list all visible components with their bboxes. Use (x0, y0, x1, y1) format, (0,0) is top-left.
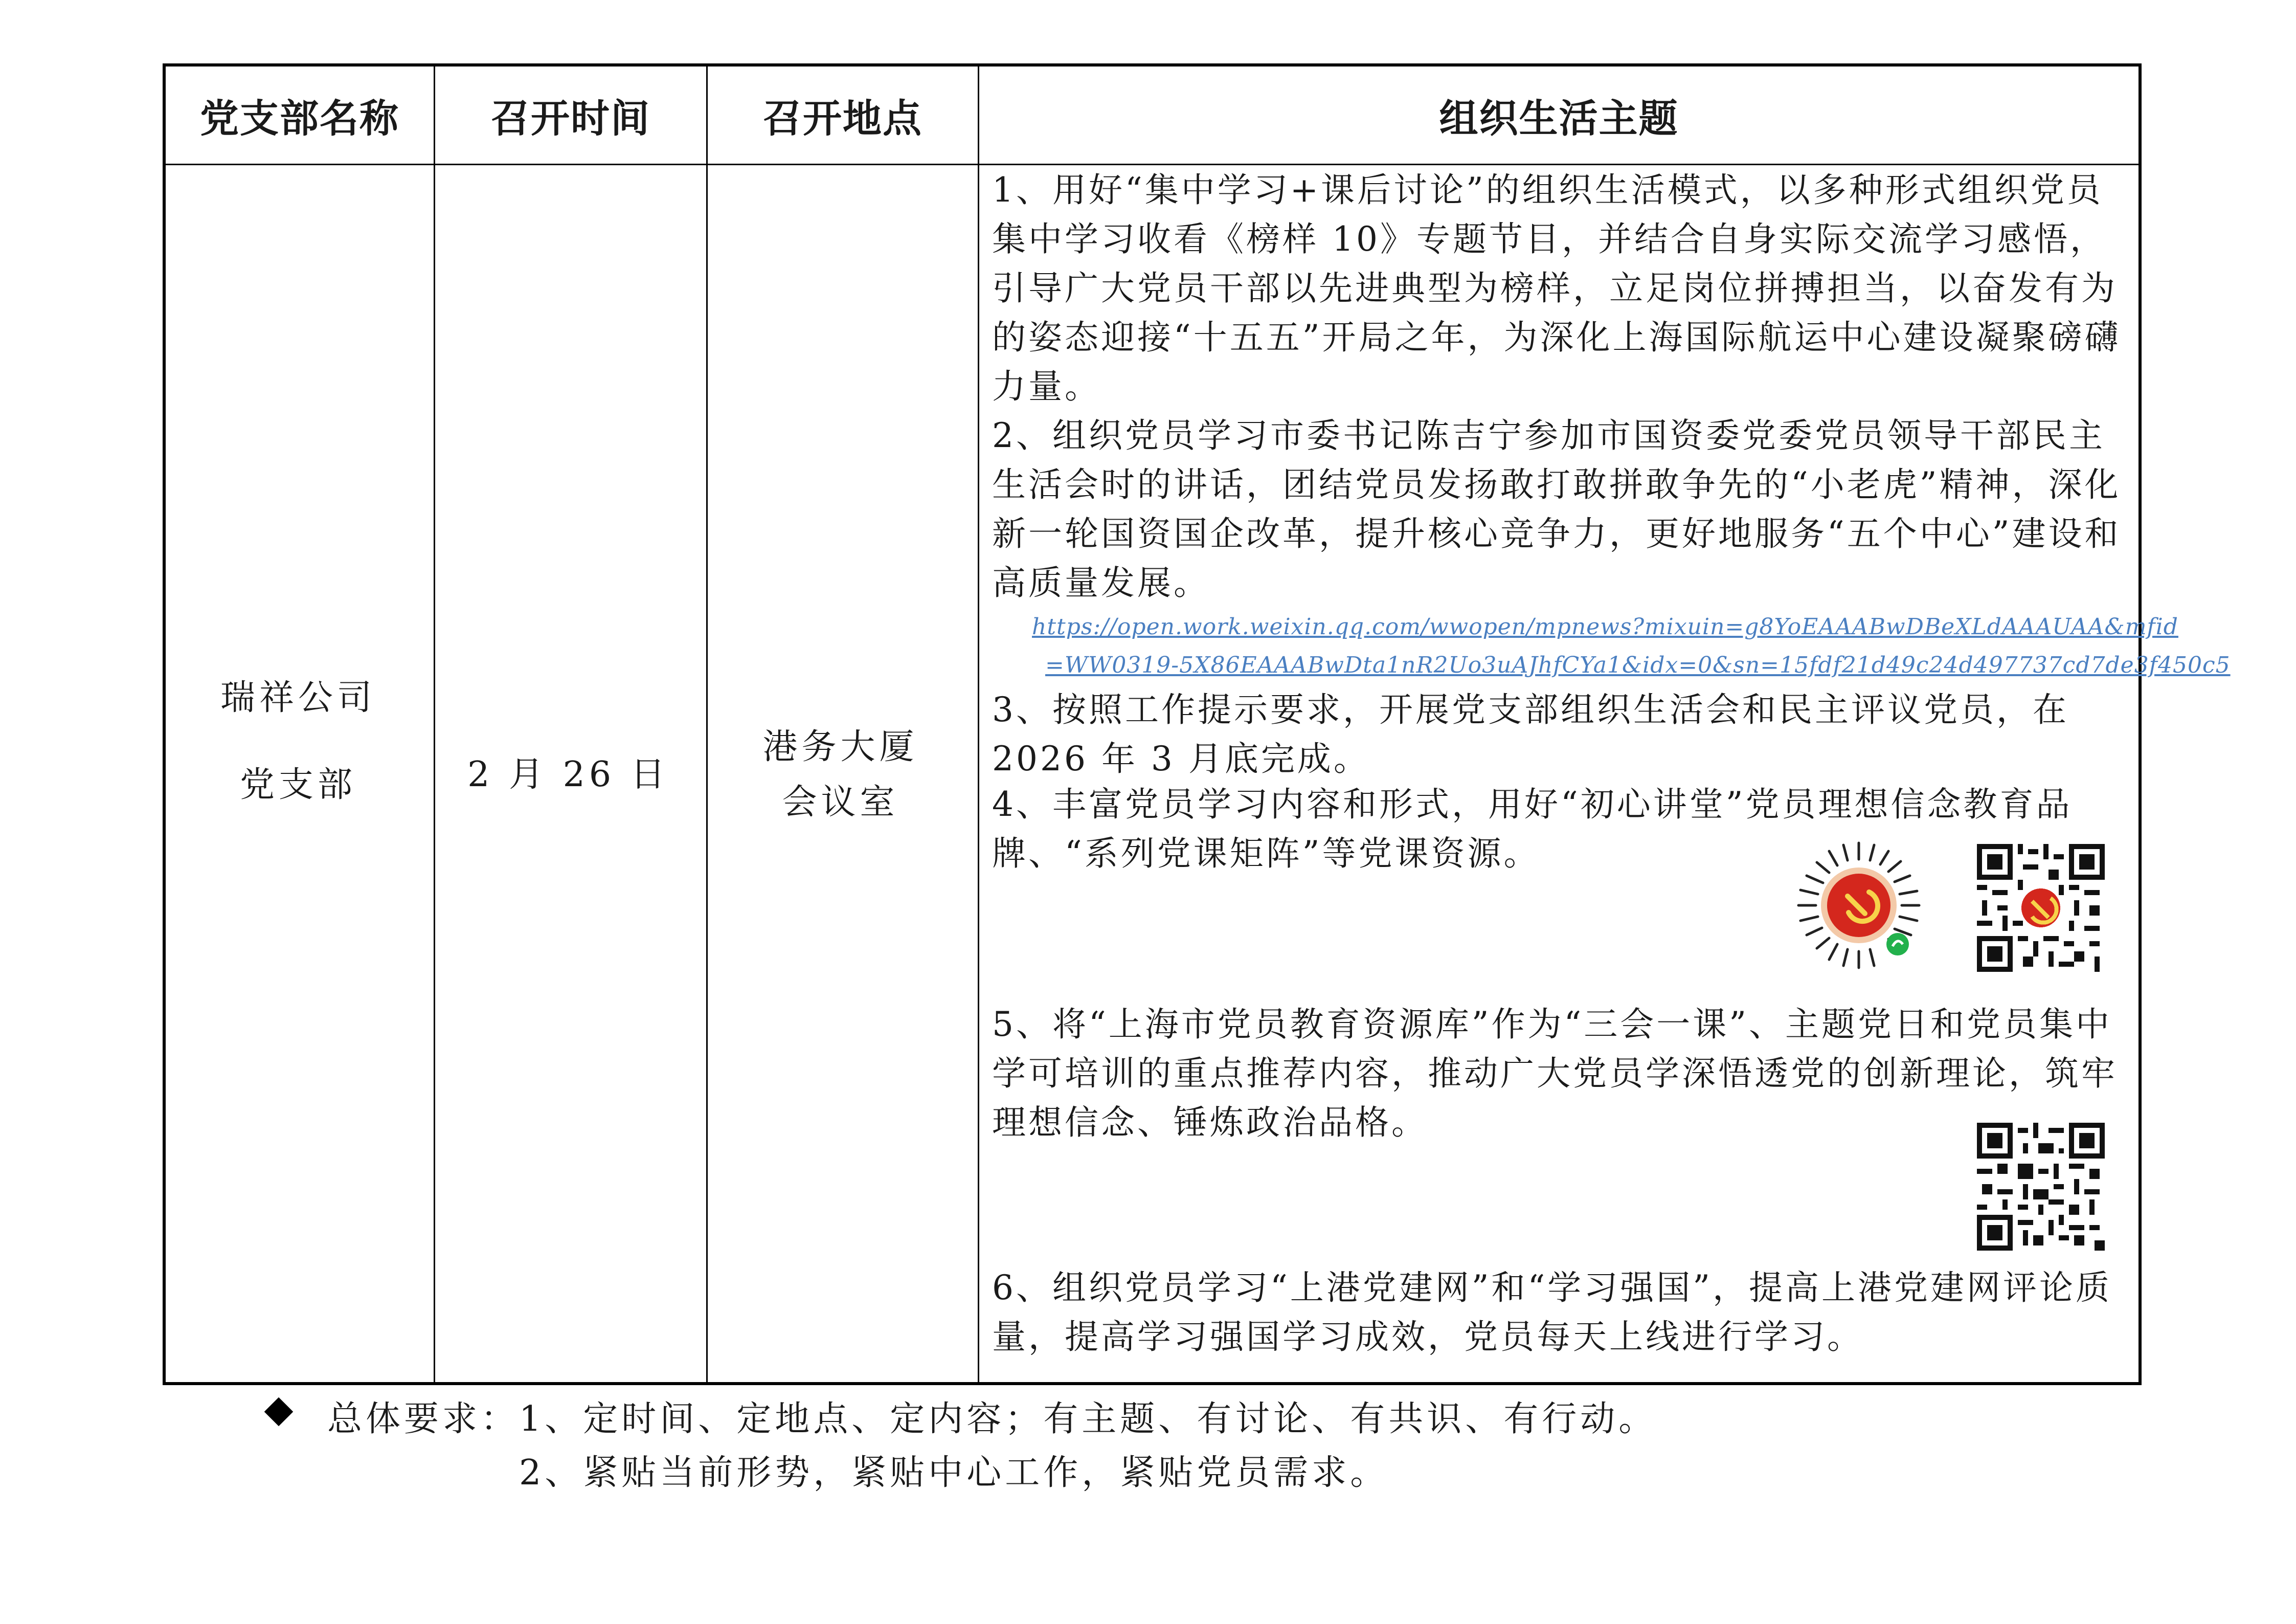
header-branch-name: 党支部名称 (200, 95, 399, 141)
article-link-line2[interactable]: =WW0319-5X86EAAABwDta1nR2Uo3uAJhfCYa1&idx=0&sn=15fdf21d49c24d497737cd7de3f450c5 (1045, 652, 2231, 678)
header-meeting-place: 召开地点 (763, 95, 922, 141)
branch-name-line2: 党支部 (239, 765, 356, 805)
theme-item-1: 1、用好“集中学习+课后讨论”的组织生活模式，以多种形式组织党员集中学习收看《榜样 10》专题节目，并结合自身实际交流学习感悟，引导广大党员干部以先进典型为榜样，立足岗位拼搏担当，以奋发有为的姿态迎接“十五五”开局之年，为深化上海国际航运中心建设凝聚磅礴力量。 (992, 170, 2121, 406)
qr-code-icon (1977, 1123, 2105, 1251)
article-link-line1[interactable]: https://open.work.weixin.qq.com/wwopen/mpnews?mixuin=g8YoEAAABwDBeXLdAAAUAA&mfid (1032, 614, 2178, 640)
meeting-place-line2: 会议室 (782, 782, 899, 822)
meeting-place-line1: 港务大厦 (762, 727, 918, 767)
theme-item-5: 5、将“上海市党员教育资源库”作为“三会一课”、主题党日和党员集中学可培训的重点推荐内容，推动广大党员学深悟透党的创新理论，筑牢理想信念、锤炼政治品格。 (992, 1005, 2118, 1142)
theme-item-6: 6、组织党员学习“上港党建网”和“学习强国”，提高上港党建网评论质量，提高学习强国学习成效，党员每天上线进行学习。 (992, 1268, 2112, 1356)
header-meeting-time: 召开时间 (491, 95, 650, 141)
theme-item-3: 3、按照工作提示要求，开展党支部组织生活会和民主评议党员，在 2026 年 3 月底完成。 (992, 690, 2069, 778)
footer-requirement-line2: 2、紧贴当前形势，紧贴中心工作，紧贴党员需求。 (519, 1453, 1389, 1493)
header-theme: 组织生活主题 (1439, 95, 1679, 141)
wechat-miniprogram-code-icon (1792, 839, 1925, 972)
meeting-place-cell (706, 719, 975, 831)
header-divider (166, 164, 2139, 165)
footer-requirement-line1: 总体要求：1、定时间、定地点、定内容；有主题、有讨论、有共识、有行动。 (327, 1399, 1657, 1439)
bullet-diamond-icon (264, 1397, 294, 1427)
theme-item-2: 2、组织党员学习市委书记陈吉宁参加市国资委党委党员领导干部民主生活会时的讲话，团结党员发扬敢打敢拼敢争先的“小老虎”精神，深化新一轮国资国企改革，提升核心竞争力，更好地服务“五个中心”建设和高质量发展。 (992, 416, 2121, 603)
theme-item-4: 4、丰富党员学习内容和形式，用好“初心讲堂”党员理想信念教育品牌、“系列党课矩阵”等党课资源。 (992, 785, 2073, 873)
branch-name-line1: 瑞祥公司 (220, 678, 376, 718)
meeting-time-cell (434, 731, 703, 818)
party-emblem-qr-code-icon (1977, 844, 2105, 972)
column-divider (434, 66, 435, 1382)
meeting-time: 2 月 26 日 (467, 754, 669, 795)
branch-name-cell (166, 670, 431, 813)
column-divider (978, 66, 979, 1382)
